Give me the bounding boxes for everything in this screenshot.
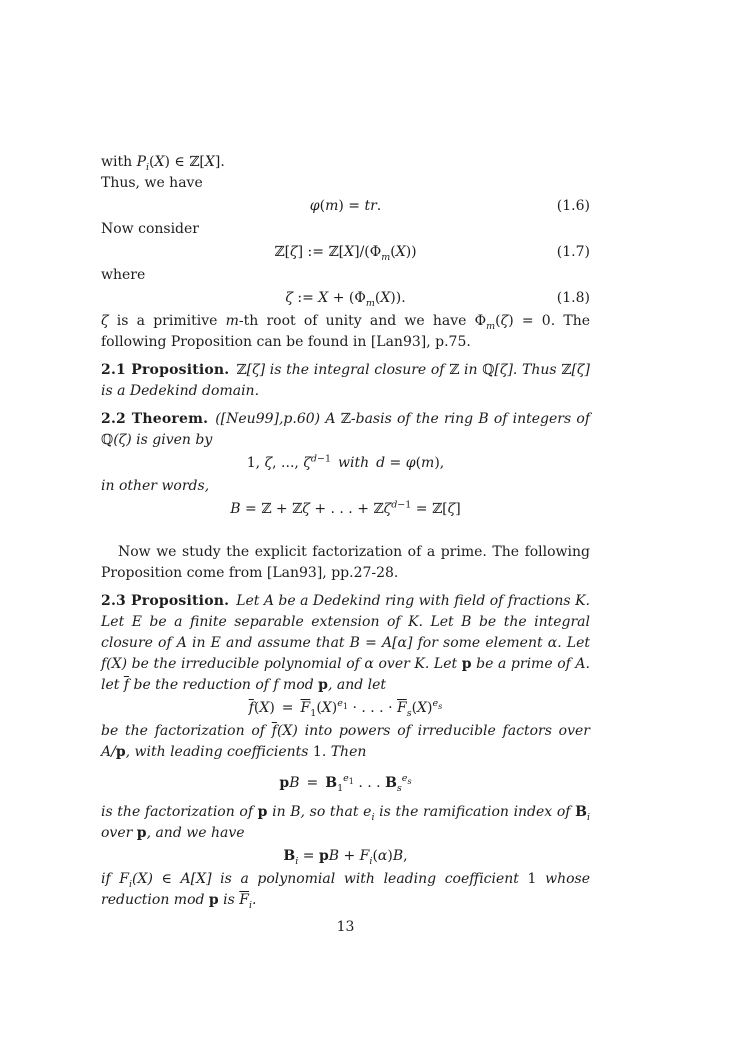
equation-ring (101, 499, 590, 520)
equation-fbar-body: $\overline{f}(X)$ = $\overline{F}_1(X)^{e_1}$ · . . . · $\overline{F}_s(X)^{e_s}$ (248, 698, 443, 719)
equation-1-6 (101, 196, 590, 217)
theorem-2-2 (101, 409, 590, 451)
equation-1-6-body: φ(m) = tr. (309, 198, 382, 214)
intro-line-1: with $P_i(X)$ ∈ ℤ[X]. (101, 154, 225, 173)
equation-1-7-number: (1.7) (556, 244, 590, 260)
equation-1-8 (101, 288, 590, 309)
equation-1-7-body: ℤ[ζ] := $ℤ[X]/(\Phi_m(X))$ (274, 244, 417, 263)
equation-ring-body: B = ℤ + ℤζ + . . . + ℤζ$^{d-1}$ = ℤ[ζ] (230, 499, 461, 517)
equation-1-8-body: ζ := $X + (\Phi_m(X))$. (285, 290, 406, 309)
lead-in-other-words (101, 476, 590, 497)
proposition-2-1-head: 2.1 Proposition. (101, 362, 230, 378)
lead-now-consider: Now consider (101, 221, 199, 237)
equation-basis (101, 453, 590, 474)
equation-Bi-body: $B_i$ = pB + $F_i(\alpha)B$, (283, 848, 408, 867)
equation-Bi (101, 846, 590, 867)
equation-1-7 (101, 242, 590, 263)
proposition-2-3-head: 2.3 Proposition. (101, 593, 230, 609)
intro-line-2: Thus, we have (101, 175, 203, 191)
equation-fbar-factorization (101, 698, 590, 719)
equation-pB (101, 773, 590, 794)
text-column (101, 152, 590, 935)
equation-pB-body: pB = $B_1^{e_1}$ . . . $B_s^{e_s}$ (279, 773, 412, 794)
paragraph-zeta-primitive: ζ is a primitive m-th root of unity and we have $\Phi_m(\zeta) = 0$. The following Proposition can be found in [Lan93], p.75. (101, 313, 590, 350)
proposition-2-3-body: Let A be a Dedekind ring with field of fractions K. Let E be a finite separable extension of K. Let B be the integral closure of A in E and assume that B = A[α] for some element α. Let f(X) be the irreducible polynomial of α over K. Let p be a prime of A. let $\overline{f}$ be the reduction of f mod p, and let (101, 593, 590, 693)
proposition-2-1 (101, 360, 590, 402)
equation-basis-body: 1, ζ, ..., $\zeta^{d-1}$ with d = φ(m), (246, 453, 445, 471)
equation-1-8-number: (1.8) (556, 290, 590, 306)
proposition-2-1-body: ℤ[ζ] is the integral closure of ℤ in ℚ[ζ]. Thus ℤ[ζ] is a Dedekind domain. (101, 362, 590, 399)
paragraph-if-reduction: if $F_i(X)$ ∈ A[X] is a polynomial with leading coefficient 1 whose reduction mod p is $\overline{F}_i$. (101, 871, 590, 911)
page-number: 13 (336, 919, 355, 935)
equation-1-6-number: (1.6) (556, 198, 590, 214)
proposition-2-3 (101, 591, 590, 696)
paragraph-is-factorization: is the factorization of p in B, so that $e_i$ is the ramification index of $B_i$ over p, and we have (101, 804, 591, 841)
in-other-words-text: in other words, (101, 478, 210, 494)
lead-where: where (101, 267, 146, 283)
paragraph-factorization: be the factorization of $\overline{f}(X)$ into powers of irreducible factors over A/p, with leading coefficients 1. Then (101, 723, 590, 760)
theorem-2-2-head: 2.2 Theorem. (101, 411, 209, 427)
paragraph-study: Now we study the explicit factorization of a prime. The following Proposition come from [Lan93], pp.27-28. (101, 544, 590, 581)
theorem-2-2-body: ([Neu99],p.60) A ℤ-basis of the ring B of integers of ℚ(ζ) is given by (101, 411, 591, 448)
